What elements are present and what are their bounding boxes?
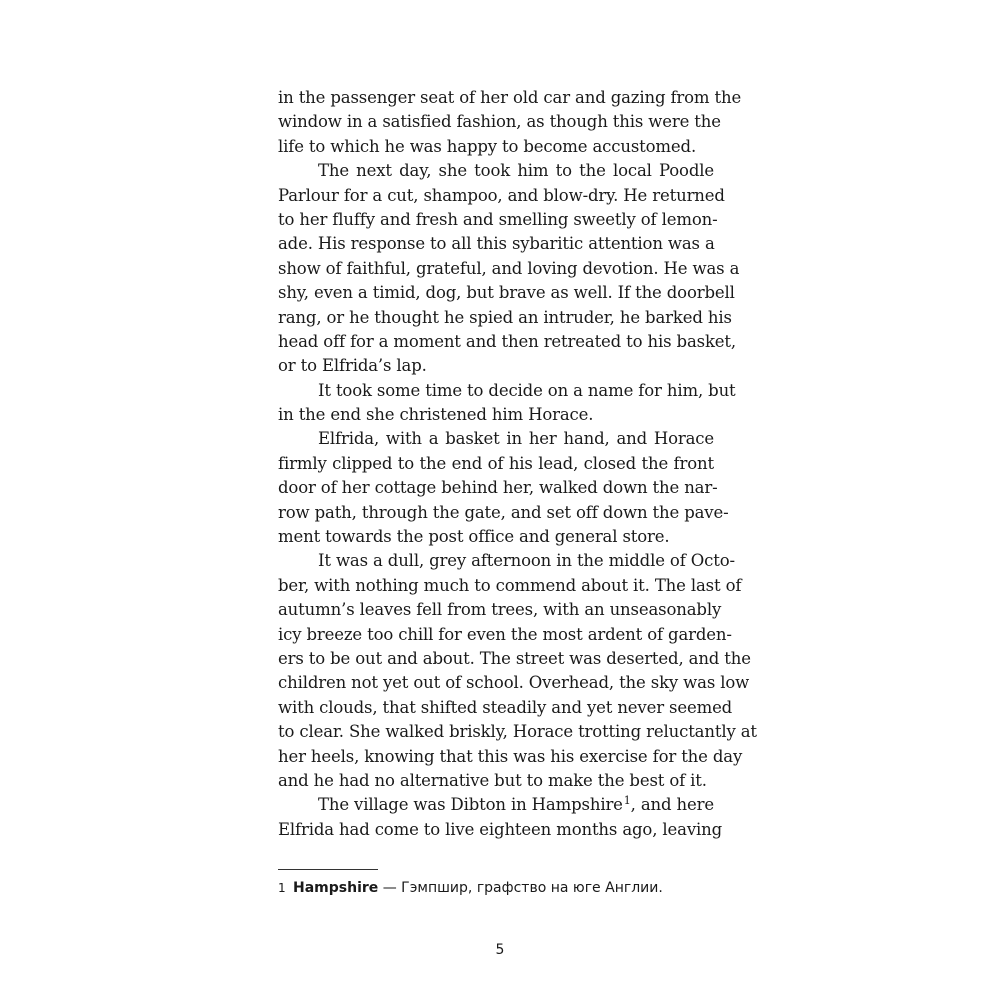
text-line: and he had no alternative but to make the best of it. [278,770,707,790]
text-line: or to Elfrida’s lap. [278,356,427,376]
text-line: ers to be out and about. The street was deserted, and the [278,648,751,668]
text-line: in the end she christened him Horace. [278,405,594,425]
body-text [278,86,757,842]
footnote-divider [278,869,378,870]
footnote-number: 1 [278,881,286,895]
footnote-term: Hampshire [293,880,379,896]
text-line: her heels, knowing that this was his exercise for the day [278,746,743,766]
text-line: door of her cottage behind her, walked down the nar- [278,478,718,498]
text-line: life to which he was happy to become accustomed. [278,136,697,156]
text-line: Elfrida, with a basket in her hand, and Horace [318,429,714,449]
text-line: rang, or he thought he spied an intruder, he barked his [278,307,732,327]
text-line: ment towards the post office and general store. [278,527,670,547]
text-line: with clouds, that shifted steadily and yet never seemed [278,697,733,717]
text-line: window in a satisfied fashion, as though this were the [278,112,721,132]
text-line: icy breeze too chill for even the most ardent of garden- [278,624,732,644]
text-line: ade. His response to all this sybaritic attention was a [278,234,715,254]
page-number: 5 [495,942,505,958]
text-line [278,793,714,817]
text-line: show of faithful, grateful, and loving devotion. He was a [278,258,740,278]
text-line: children not yet out of school. Overhead, the sky was low [278,673,750,693]
text-line: row path, through the gate, and set off down the pave- [278,502,729,522]
text-line: Parlour for a cut, shampoo, and blow-dry. He returned [278,185,725,205]
text-line: to clear. She walked briskly, Horace trotting reluctantly at [278,722,757,742]
text-line: autumn’s leaves fell from trees, with an unseasonably [278,600,722,620]
text-line-end: , and here [630,795,714,815]
text-line: head off for a moment and then retreated to his basket, [278,331,736,351]
text-line: It was a dull, grey afternoon in the middle of Octo- [318,551,735,571]
footnote-reference[interactable]: 1 [623,794,631,808]
footnote-text: — Гэмпшир, графство на юге Англии. [378,880,663,896]
text-line: ber, with nothing much to commend about it. The last of [278,575,742,595]
text-line: to her fluffy and fresh and smelling sweetly of lemon- [278,209,718,229]
footnote [278,878,718,898]
text-line-start: The village was Dibton in Hampshire [318,795,623,815]
text-line: shy, even a timid, dog, but brave as well. If the doorbell [278,283,735,303]
text-line: firmly clipped to the end of his lead, closed the front [278,453,714,473]
text-line: in the passenger seat of her old car and gazing from the [278,88,742,107]
text-line: The next day, she took him to the local Poodle [318,161,714,181]
text-line: It took some time to decide on a name for him, but [318,380,736,400]
text-line: Elfrida had come to live eighteen months ago, leaving [278,819,723,839]
